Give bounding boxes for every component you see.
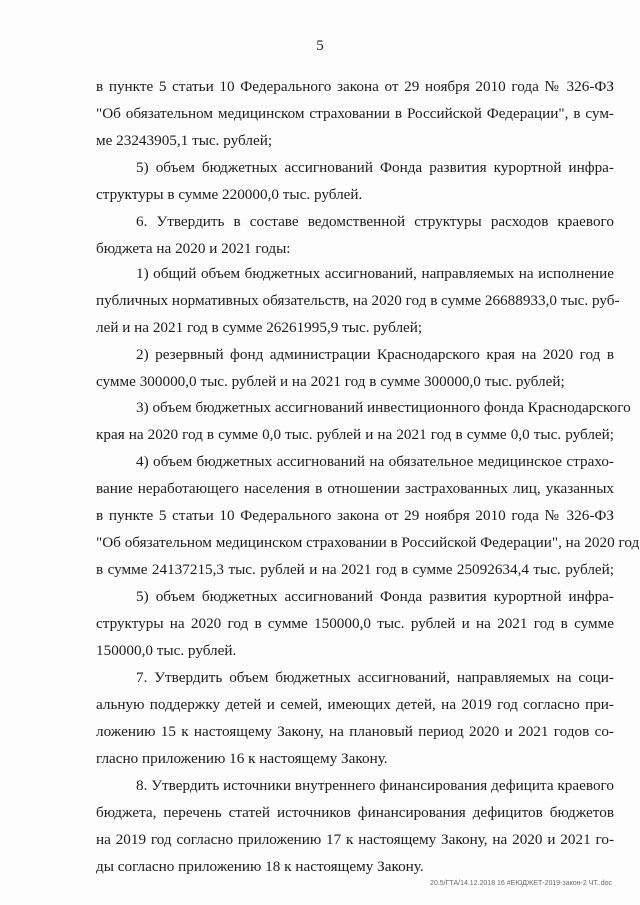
file-footer: 20.5/ГТА/14.12.2018 16 #ЕЮДЖЕТ-2019-закон-2 ЧТ..doc [430,880,612,887]
text-line: структуры на 2020 год в сумме 150000,0 тыс. рублей и на 2021 год в сумме [96,615,614,632]
page-number: 5 [316,38,324,54]
text-line: в сумме 24137215,3 тыс. рублей и на 2021 год в сумме 25092634,4 тыс. рублей; [96,561,614,578]
text-line: края на 2020 год в сумме 0,0 тыс. рублей и на 2021 год в сумме 0,0 тыс. рублей; [96,426,614,443]
text-line: в пункте 5 статьи 10 Федерального закона от 29 ноября 2010 года № 326-ФЗ [96,78,614,95]
text-line: структуры в сумме 220000,0 тыс. рублей. [96,186,363,203]
text-line: 6. Утвердить в составе ведомственной структуры расходов краевого [136,213,614,230]
text-line: 2) резервный фонд администрации Краснодарского края на 2020 год в [136,346,614,363]
text-line: на 2019 год согласно приложению 17 к настоящему Закону, на 2020 и 2021 го- [96,831,614,848]
text-line: 8. Утвердить источники внутреннего финансирования дефицита краевого [136,777,614,794]
text-line: 150000,0 тыс. рублей. [96,642,237,659]
text-line: публичных нормативных обязательств, на 2020 год в сумме 26688933,0 тыс. руб- [96,292,620,309]
text-line: "Об обязательном медицинском страховании в Российской Федерации", в сум- [96,105,614,122]
text-line: гласно приложению 16 к настоящему Закону. [96,750,388,767]
text-line: бюджета, перечень статей источников финансирования дефицитов бюджетов [96,804,614,821]
text-line: лей и на 2021 год в сумме 26261995,9 тыс. рублей; [96,319,423,336]
text-line: ды согласно приложению 18 к настоящему Закону. [96,858,424,875]
text-line: в пункте 5 статьи 10 Федерального закона от 29 ноября 2010 года № 326-ФЗ [96,507,614,524]
text-line: 5) объем бюджетных ассигнований Фонда развития курортной инфра- [136,159,614,176]
text-line: вание неработающего населения в отношении застрахованных лиц, указанных [96,480,614,497]
text-line: ме 23243905,1 тыс. рублей; [96,132,273,149]
text-line: 1) общий объем бюджетных ассигнований, направляемых на исполнение [136,265,614,282]
text-line: бюджета на 2020 и 2021 годы: [96,240,291,257]
text-line: сумме 300000,0 тыс. рублей и на 2021 год в сумме 300000,0 тыс. рублей; [96,373,565,390]
text-line: "Об обязательном медицинском страховании в Российской Федерации", на 2020 год [96,534,640,551]
text-line: 5) объем бюджетных ассигнований Фонда развития курортной инфра- [136,588,614,605]
text-line: ложению 15 к настоящему Закону, на плановый период 2020 и 2021 годов со- [96,723,614,740]
text-line: 3) объем бюджетных ассигнований инвестиционного фонда Краснодарского [136,399,631,416]
text-line: альную поддержку детей и семей, имеющих детей, на 2019 год согласно при- [96,696,614,713]
text-line: 7. Утвердить объем бюджетных ассигнований, направляемых на соци- [136,669,614,686]
text-line: 4) объем бюджетных ассигнований на обязательное медицинское страхо- [136,453,614,470]
